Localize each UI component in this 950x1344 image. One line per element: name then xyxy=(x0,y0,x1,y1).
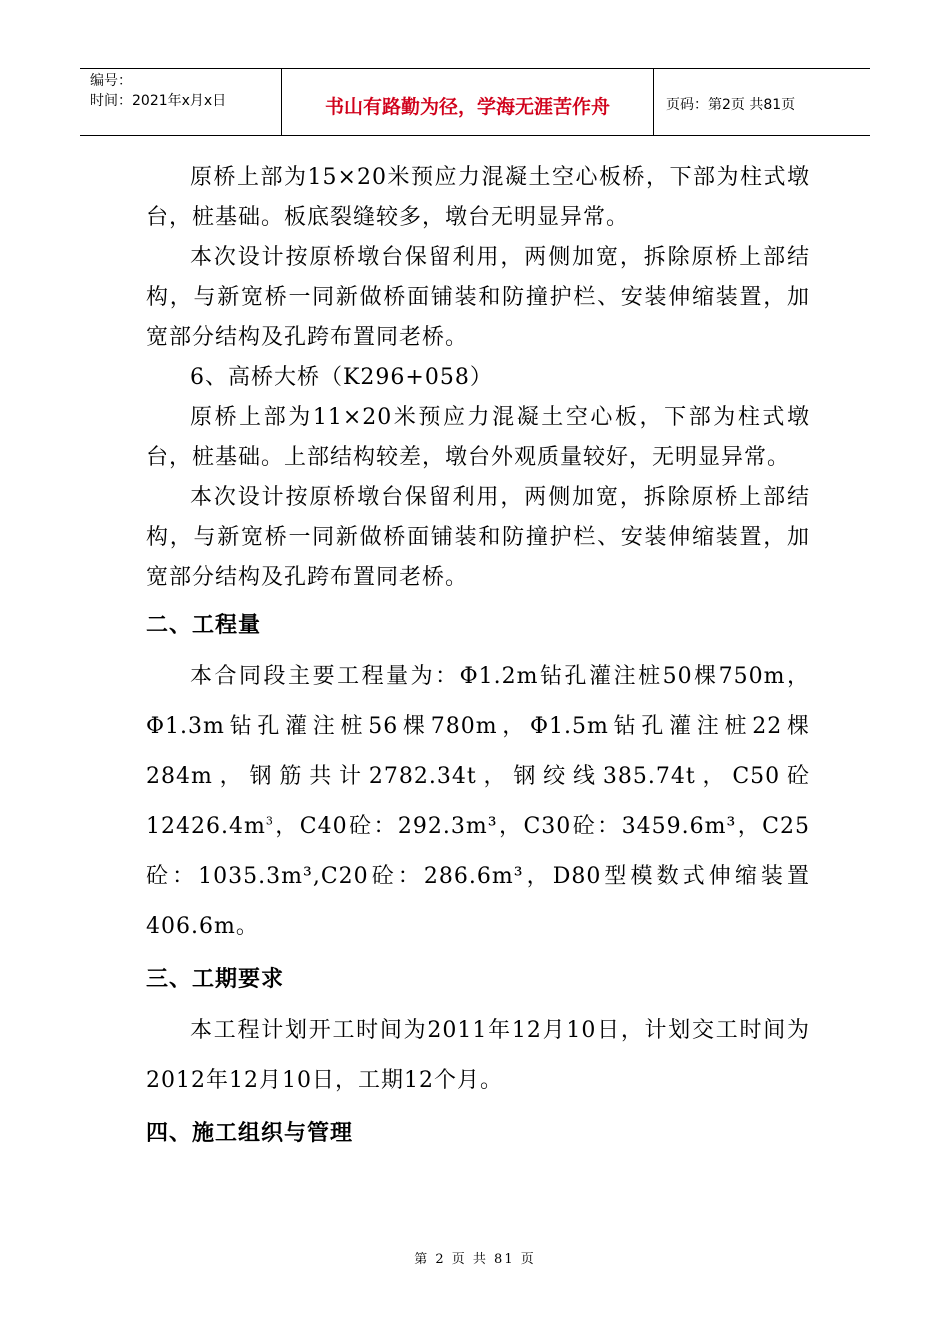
quantities-text-a: 本合同段主要工程量为：Φ1.2m钻孔灌注桩50棵750m，Φ1.3m钻孔灌注桩56棵780m，Φ1.5m钻孔灌注桩22棵284m，钢筋共计2782.34t，钢绞线385.74t，C50砼12426.4m xyxy=(146,664,810,839)
header-motto-cell xyxy=(282,69,654,135)
paragraph: 原桥上部为15×20米预应力混凝土空心板桥，下部为柱式墩台，桩基础。板底裂缝较多，墩台无明显异常。 xyxy=(146,165,810,230)
subheading-bridge: 6、高桥大桥（K296+058） xyxy=(190,365,493,390)
paragraph: 原桥上部为11×20米预应力混凝土空心板，下部为柱式墩台，桩基础。上部结构较差，墩台外观质量较好，无明显异常。 xyxy=(146,405,810,470)
section-heading-organization: 四、施工组织与管理 xyxy=(146,1121,354,1146)
paragraph-quantities xyxy=(146,652,810,952)
page-header xyxy=(80,68,870,136)
document-number: 编号： xyxy=(90,73,132,89)
section-heading-schedule: 三、工期要求 xyxy=(146,967,285,992)
page-footer: 第 2 页 共 81 页 xyxy=(414,1252,536,1267)
paragraph: 本次设计按原桥墩台保留利用，两侧加宽，拆除原桥上部结构，与新宽桥一同新做桥面铺装和防撞护栏、安装伸缩装置，加宽部分结构及孔跨布置同老桥。 xyxy=(146,245,810,350)
document-body xyxy=(146,158,810,1160)
header-motto: 书山有路勤为径，学海无涯苦作舟 xyxy=(324,95,610,118)
paragraph: 本次设计按原桥墩台保留利用，两侧加宽，拆除原桥上部结构，与新宽桥一同新做桥面铺装和防撞护栏、安装伸缩装置，加宽部分结构及孔跨布置同老桥。 xyxy=(146,485,810,590)
header-page-info: 页码：第2页 共81页 xyxy=(666,97,796,113)
superscript: 3 xyxy=(265,814,274,828)
quantities-text-b: ，C40砼：292.3m³，C30砼：3459.6m³，C25砼：1035.3m³,C20砼：286.6m³，D80型模数式伸缩装置406.6m。 xyxy=(146,814,810,939)
paragraph-schedule: 本工程计划开工时间为2011年12月10日，计划交工时间为2012年12月10日，工期12个月。 xyxy=(146,1018,810,1093)
section-heading-quantities: 二、工程量 xyxy=(146,613,262,638)
header-meta xyxy=(80,69,282,135)
document-time: 时间：2021年x月x日 xyxy=(90,93,227,109)
